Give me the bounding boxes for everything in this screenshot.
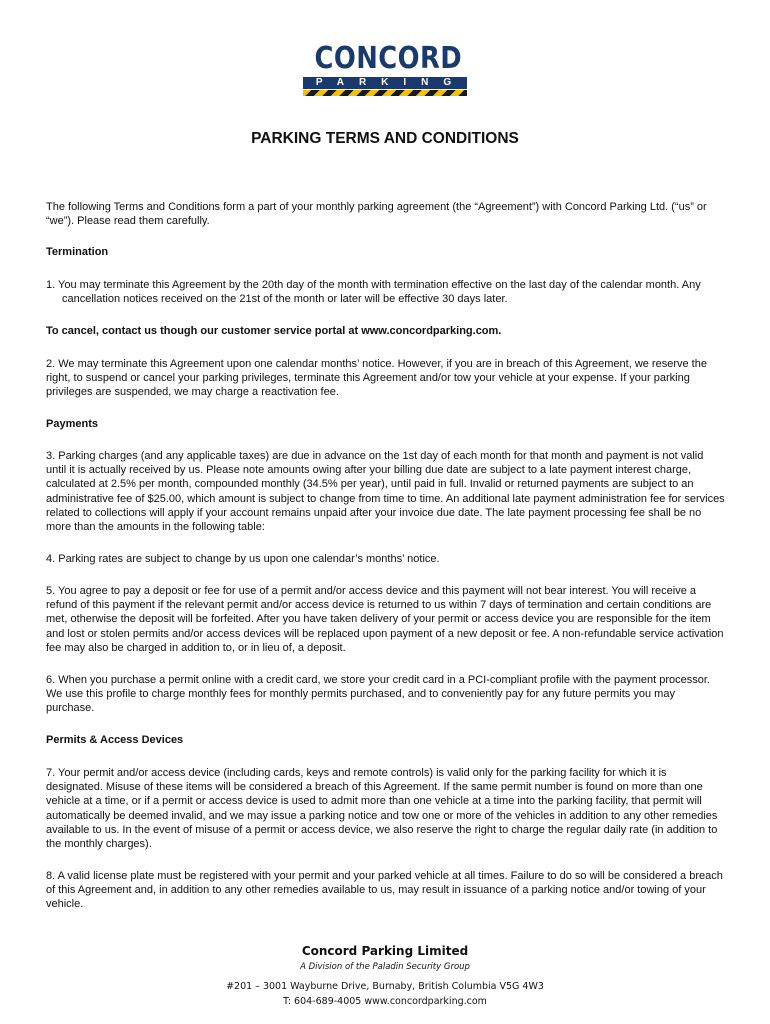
footer-contact: T: 604-689-4005 www.concordparking.com: [283, 996, 487, 1007]
footer-company-name: Concord Parking Limited: [301, 944, 469, 958]
permits-item-7: 7. Your permit and/or access device (including cards, keys and remote controls) is valid only for the parking facility for which it is designated. Misuse of these items will be considered a breach of this Agreement. If the same permit number is found on more than one vehicle at a time, or if a permit or access device is used to admit more than one vehicle at a time into the parking facility, that permit will automatically be deemed invalid, and we may issue a parking notice and tow one or more of the vehicles in addition to any other remedies available to us. In the event of misuse of a permit or access device, we also reserve the right to charge the regular daily rate (in addition to the monthly charges).: [46, 767, 718, 851]
payments-heading: Payments: [46, 418, 98, 430]
concord-parking-logo: [303, 41, 467, 96]
permits-item-8: 8. A valid license plate must be registered with your permit and your parked vehicle at all times. Failure to do so will be considered a breach of this Agreement and, in addition to any other remedies available to us, may result in issuance of a parking notice and/or towing of your vehicle.: [46, 870, 723, 911]
termination-item-1: 1. You may terminate this Agreement by the 20th day of the month with termination effective on the last day of the calendar month. Any cancellation notices received on the 21st of the month or later will be effective 30 days later.: [46, 279, 701, 306]
cancel-note: To cancel, contact us though our customer service portal at www.concordparking.com.: [46, 325, 502, 337]
termination-heading: Termination: [46, 246, 109, 258]
logo-subtitle: PARKING: [315, 77, 467, 88]
payments-item-5: 5. You agree to pay a deposit or fee for use of a permit and/or access device and this payment will not bear interest. You will receive a refund of this payment if the relevant permit and/or access device is returned to us within 7 days of termination and certain conditions are met, otherwise the deposit will be forfeited. After you have taken delivery of your permit or access device you are responsible for the item and lost or stolen permits and/or access devices will be replaced upon payment of a new deposit or fee. A non-refundable service activation fee may also be charged in addition to, or in lieu of, a deposit.: [46, 585, 724, 654]
permits-heading: Permits & Access Devices: [46, 734, 184, 746]
page-title: PARKING TERMS AND CONDITIONS: [251, 130, 519, 147]
logo-wordmark: CONCORD: [314, 41, 463, 76]
payments-item-4: 4. Parking rates are subject to change by us upon one calendar’s months’ notice.: [46, 553, 440, 565]
payments-item-6: 6. When you purchase a permit online with a credit card, we store your credit card in a PCI-compliant profile with the payment processor. We use this profile to charge monthly fees for monthly permits purchased, and to conveniently pay for any future permits you may purchase.: [46, 674, 710, 715]
logo-hazard-stripes: [303, 90, 467, 96]
termination-item-2: 2. We may terminate this Agreement upon one calendar months’ notice. However, if you are in breach of this Agreement, we reserve the right, to suspend or cancel your parking privileges, terminate this Agreement and/or tow your vehicle at your expense. If your parking privileges are suspended, we may charge a reactivation fee.: [46, 358, 707, 399]
footer-division: A Division of the Paladin Security Group: [300, 962, 470, 972]
footer-address: #201 – 3001 Wayburne Drive, Burnaby, British Columbia V5G 4W3: [226, 981, 544, 992]
intro-paragraph: The following Terms and Conditions form a part of your monthly parking agreement (the “Agreement”) with Concord Parking Ltd. (“us” or “we”). Please read them carefully.: [46, 201, 707, 228]
payments-item-3: 3. Parking charges (and any applicable taxes) are due in advance on the 1st day of each month for that month and payment is not valid until it is actually received by us. Please note amounts owing after your billing due date are subject to a late payment interest charge, calculated at 2.5% per month, compounded monthly (34.5% per year), until paid in full. Invalid or returned payments are subject to an administrative fee of $25.00, which amount is subject to change from time to time. An additional late payment administration fee for services related to collections will apply if your account remains unpaid after your invoice due date. The late payment processing fee shall be no more than the amounts in the following table:: [46, 450, 725, 534]
